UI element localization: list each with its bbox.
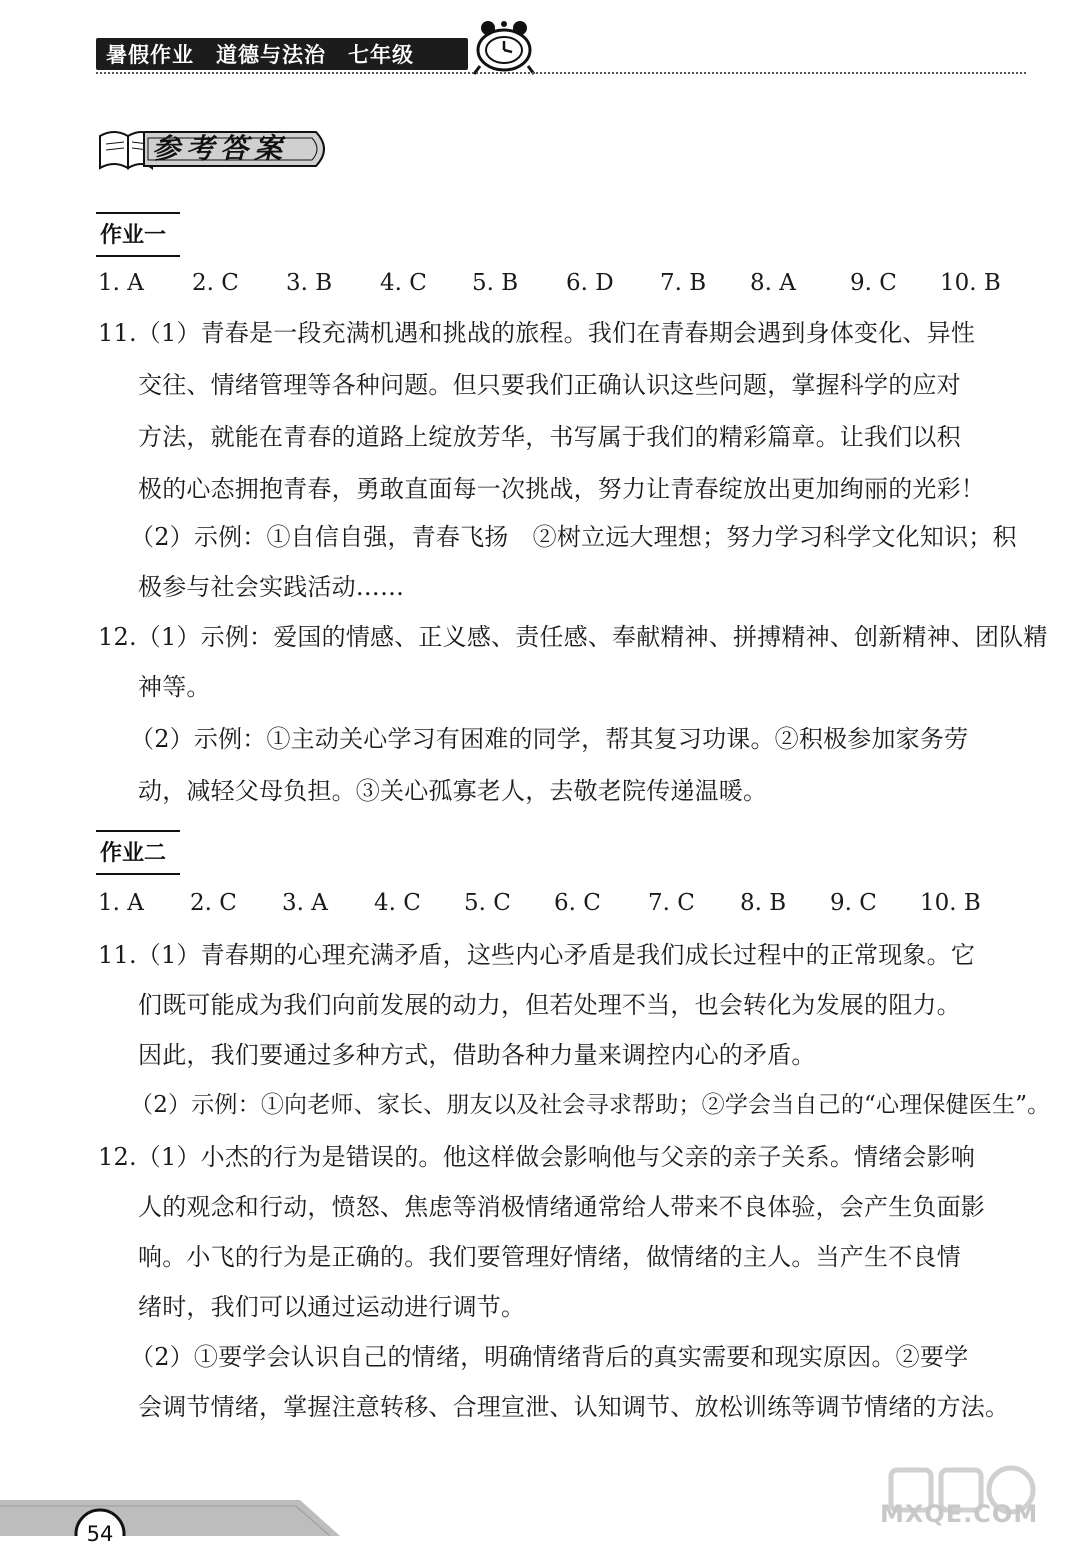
mc-answer: 8. B	[740, 890, 787, 916]
mc-answer: 10. B	[940, 270, 1001, 296]
mc-answer: 6. C	[554, 890, 601, 916]
mc-answers-1	[98, 266, 1008, 300]
header-bar	[96, 38, 468, 70]
answer-line: 12.（1）小杰的行为是错误的。他这样做会影响他与父亲的亲子关系。情绪会影响	[98, 1143, 976, 1171]
mc-answers-2	[98, 886, 1008, 920]
mc-answer: 1. A	[98, 270, 144, 296]
alarm-clock-icon	[468, 16, 540, 76]
mc-answer: 10. B	[920, 890, 981, 916]
footer-band	[0, 1486, 350, 1536]
watermark-url: MXQE.COM	[880, 1500, 1039, 1528]
mc-answer: 7. B	[660, 270, 707, 296]
page-number: 54	[86, 1522, 114, 1546]
mc-answer: 5. B	[472, 270, 519, 296]
mc-answer: 4. C	[374, 890, 421, 916]
answer-line: 们既可能成为我们向前发展的动力，但若处理不当，也会转化为发展的阻力。	[138, 991, 961, 1019]
mc-answer: 2. C	[192, 270, 239, 296]
answer-line: 绪时，我们可以通过运动进行调节。	[138, 1293, 526, 1321]
mc-answer: 5. C	[464, 890, 511, 916]
header-part-series: 暑假作业	[106, 43, 194, 67]
answer-line: 会调节情绪，掌握注意转移、合理宣泄、认知调节、放松训练等调节情绪的方法。	[138, 1393, 1010, 1421]
answer-line: 12.（1）示例：爱国的情感、正义感、责任感、奉献精神、拼搏精神、创新精神、团队精	[98, 623, 1048, 651]
mc-answer: 6. D	[566, 270, 614, 296]
section-heading-2: 作业二	[96, 830, 180, 875]
answer-line: 交往、情绪管理等各种问题。但只要我们正确认识这些问题，掌握科学的应对	[138, 371, 961, 399]
answer-line: （2）①要学会认识自己的情绪，明确情绪背后的真实需要和现实原因。②要学	[130, 1343, 969, 1371]
header-part-grade: 七年级	[348, 43, 414, 67]
mc-answer: 8. A	[750, 270, 796, 296]
answer-line: 极的心态拥抱青春，勇敢直面每一次挑战，努力让青春绽放出更加绚丽的光彩！	[138, 475, 985, 503]
banner-title: 参考答案	[152, 132, 289, 165]
mc-answer: 1. A	[98, 890, 144, 916]
answer-line: 响。小飞的行为是正确的。我们要管理好情绪，做情绪的主人。当产生不良情	[138, 1243, 961, 1271]
answer-line: 神等。	[138, 673, 211, 701]
answer-line: （2）示例：①自信自强，青春飞扬 ②树立远大理想；努力学习科学文化知识；积	[130, 523, 1017, 551]
answer-line: 因此，我们要通过多种方式，借助各种力量来调控内心的矛盾。	[138, 1041, 816, 1069]
header-divider	[96, 72, 1026, 74]
mc-answer: 3. A	[282, 890, 328, 916]
answer-line: （2）示例：①向老师、家长、朋友以及社会寻求帮助；②学会当自己的“心理保健医生”。	[130, 1092, 1051, 1118]
answer-line: 动，减轻父母负担。③关心孤寡老人，去敬老院传递温暖。	[138, 777, 768, 805]
answer-line: 极参与社会实践活动……	[138, 573, 405, 601]
mc-answer: 3. B	[286, 270, 333, 296]
answer-line: 人的观念和行动，愤怒、焦虑等消极情绪通常给人带来不良体验，会产生负面影	[138, 1193, 985, 1221]
header-title	[96, 39, 414, 69]
mc-answer: 2. C	[190, 890, 237, 916]
answer-line: 11.（1）青春是一段充满机遇和挑战的旅程。我们在青春期会遇到身体变化、异性	[98, 319, 976, 347]
mc-answer: 4. C	[380, 270, 427, 296]
section-heading-1: 作业一	[96, 212, 180, 257]
answer-line: 方法，就能在青春的道路上绽放芳华，书写属于我们的精彩篇章。让我们以积	[138, 423, 961, 451]
mc-answer: 9. C	[850, 270, 897, 296]
mc-answer: 9. C	[830, 890, 877, 916]
mc-answer: 7. C	[648, 890, 695, 916]
answer-line: （2）示例：①主动关心学习有困难的同学，帮其复习功课。②积极参加家务劳	[130, 725, 969, 753]
answer-line: 11.（1）青春期的心理充满矛盾，这些内心矛盾是我们成长过程中的正常现象。它	[98, 941, 976, 969]
header-part-subject: 道德与法治	[216, 43, 326, 67]
